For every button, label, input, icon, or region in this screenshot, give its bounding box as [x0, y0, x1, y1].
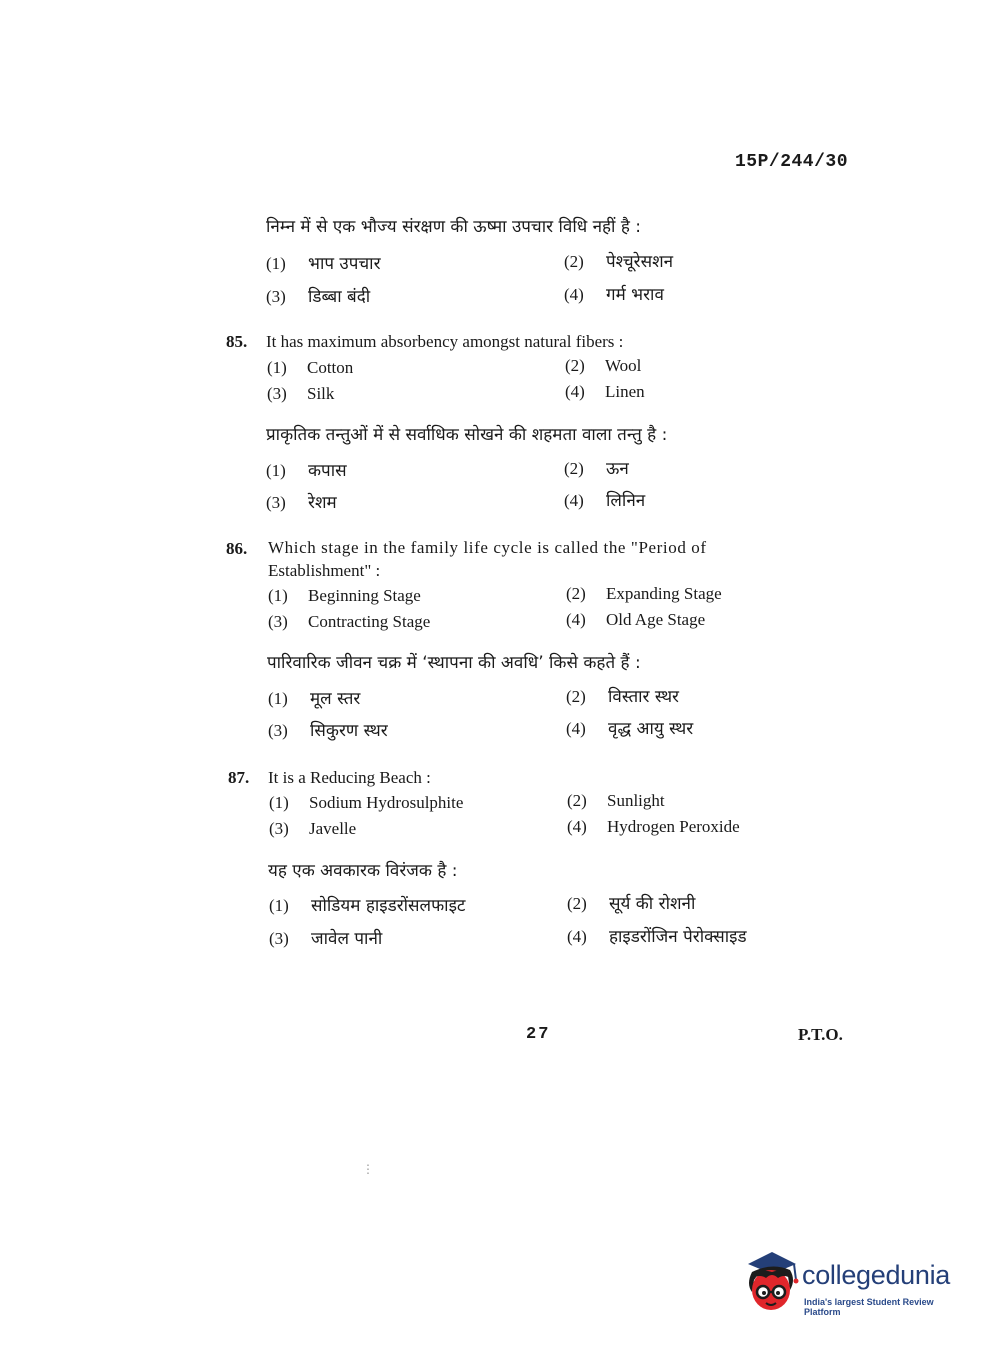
q87-option-1: (1) Sodium Hydrosulphite — [269, 793, 464, 812]
q85-option-1: (1) Cotton — [267, 358, 354, 377]
q87-hindi-option-3: (3) जावेल पानी — [269, 929, 383, 949]
q87-hindi-option-2: (2) सूर्य की रोशनी — [567, 894, 696, 914]
q87-number: 87. — [228, 768, 250, 787]
q86-option-4: (4) Old Age Stage — [566, 610, 706, 629]
q87-hindi-option-4: (4) हाइडरोंजिन पेरोक्साइड — [567, 927, 747, 947]
q84-hindi-option-1: (1) भाप उपचार — [266, 254, 381, 274]
q86-hindi-option-2: (2) विस्तार स्थर — [566, 687, 680, 707]
q85-hindi-option-3: (3) रेशम — [266, 493, 337, 513]
brand-tagline: India's largest Student Review Platform — [804, 1297, 934, 1317]
q87-hindi-option-1: (1) सोडियम हाइडरोंसलफाइट — [269, 896, 466, 916]
q84-hindi-option-2: (2) पेश्चूरेसशन — [564, 252, 674, 272]
q85-hindi-option-1: (1) कपास — [266, 461, 347, 481]
q86-hindi-option-3: (3) सिकुरण स्थर — [268, 721, 388, 741]
q87-hindi-text: यह एक अवकारक विरंजक है : — [268, 861, 458, 881]
q85-option-4: (4) Linen — [565, 382, 645, 401]
q85-hindi-text: प्राकृतिक तन्तुओं में से सर्वाधिक सोखने की शहमता वाला तन्तु है : — [266, 425, 668, 445]
q87-text: It is a Reducing Beach : — [268, 768, 431, 787]
q84-hindi-option-4: (4) गर्म भराव — [564, 285, 664, 305]
page-number: 27 — [526, 1025, 551, 1044]
q86-hindi-option-4: (4) वृद्ध आयु स्थर — [566, 719, 694, 739]
q85-number: 85. — [226, 332, 248, 351]
q85-option-3: (3) Silk — [267, 384, 335, 403]
q84-hindi-text: निम्न में से एक भौज्य संरक्षण की ऊष्मा उपचार विधि नहीं है : — [266, 217, 642, 237]
q85-hindi-option-4: (4) लिनिन — [564, 491, 646, 511]
q85-hindi-option-2: (2) ऊन — [564, 459, 629, 479]
paper-code: 15P/244/30 — [735, 152, 849, 172]
student-mascot-icon — [740, 1250, 802, 1316]
q87-option-4: (4) Hydrogen Peroxide — [567, 817, 740, 836]
q86-number: 86. — [226, 539, 248, 558]
q87-option-2: (2) Sunlight — [567, 791, 665, 810]
q86-option-2: (2) Expanding Stage — [566, 584, 722, 603]
q86-text-line-1: Which stage in the family life cycle is called the "Period of — [268, 538, 707, 557]
q86-hindi-text: पारिवारिक जीवन चक्र में ‘स्थापना की अवधि’ किसे कहते हैं : — [267, 653, 641, 673]
q86-text-line-2: Establishment" : — [268, 561, 381, 580]
q84-hindi-option-3: (3) डिब्बा बंदी — [266, 287, 371, 307]
q85-text: It has maximum absorbency amongst natural fibers : — [266, 332, 624, 351]
q86-option-3: (3) Contracting Stage — [268, 612, 431, 631]
q86-hindi-option-1: (1) मूल स्तर — [268, 689, 361, 709]
brand-name: collegedunia — [802, 1260, 951, 1290]
q86-option-1: (1) Beginning Stage — [268, 586, 421, 605]
pto-marker: P.T.O. — [798, 1025, 843, 1044]
q87-option-3: (3) Javelle — [269, 819, 357, 838]
collegedunia-watermark — [740, 1250, 970, 1320]
q85-option-2: (2) Wool — [565, 356, 642, 375]
scan-speck: ⋮ — [362, 1162, 374, 1176]
